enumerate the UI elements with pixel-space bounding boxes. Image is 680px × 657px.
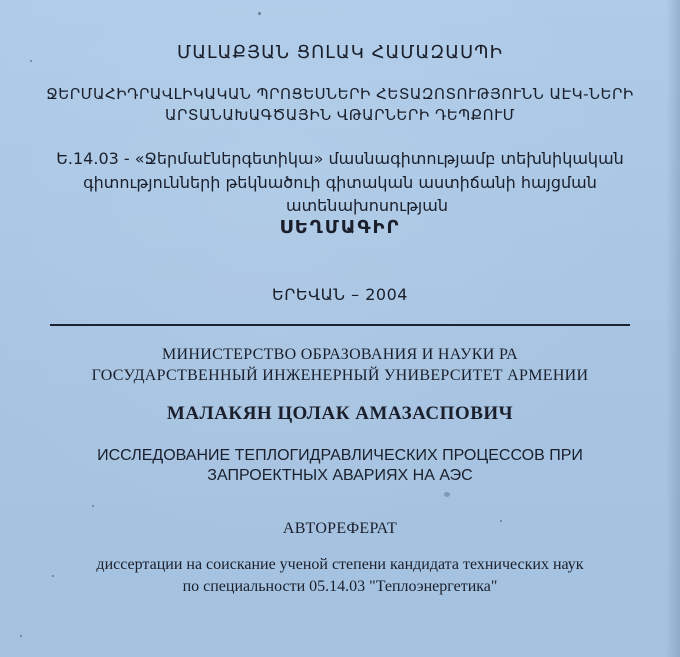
paper-speck <box>258 12 261 15</box>
armenian-specialty-line-3-text: ատենախոսության <box>286 196 448 215</box>
armenian-author-name: ՄԱԼԱՔՅԱՆ ՑՈԼԱԿ ՀԱՄԱԶԱՍՊԻ <box>176 42 504 63</box>
russian-author-name: МАЛАКЯН ЦОЛАК АМАЗАСПОВИЧ <box>166 403 514 424</box>
paper-speck <box>20 635 22 637</box>
russian-ministry-line-2: ГОСУДАРСТВЕННЫЙ ИНЖЕНЕРНЫЙ УНИВЕРСИТЕТ АРМЕНИИ <box>91 367 589 384</box>
russian-dissertation-line-2: по специальности 05.14.03 "Теплоэнергетика" <box>182 578 498 595</box>
section-divider <box>50 324 630 326</box>
armenian-specialty-line-1: Ե.14.03 - «Ջերմաէներգետիկա» մասնագիտությամբ տեխնիկական <box>56 149 624 168</box>
armenian-specialty-line-2: գիտությունների թեկնածուի գիտական աստիճանի հայցման <box>83 173 597 192</box>
paper-speck <box>52 575 54 577</box>
armenian-abstract-label: ՍԵՂՄԱԳԻՐ <box>279 217 401 238</box>
paper-speck <box>92 505 94 507</box>
russian-ministry-line-1: МИНИСТЕРСТВО ОБРАЗОВАНИЯ И НАУКИ РА <box>162 346 518 363</box>
paper-speck <box>444 492 450 497</box>
russian-abstract-label: АВТОРЕФЕРАТ <box>282 520 398 537</box>
russian-dissertation-line-1: диссертации на соискание ученой степени кандидата технических наук <box>96 556 584 573</box>
armenian-title-line-1: ՋԵՐՄԱՀԻԴՐԱՎԼԻԿԱԿԱՆ ՊՐՈՑԵՍՆԵՐԻ ՀԵՏԱԶՈՏՈՒԹՅՈՒՆՆ ԱԷԿ-ՆԵՐԻ <box>46 85 634 103</box>
russian-title-line-1: ИССЛЕДОВАНИЕ ТЕПЛОГИДРАВЛИЧЕСКИХ ПРОЦЕССОВ ПРИ <box>97 447 583 464</box>
armenian-city-year: ԵՐԵՎԱՆ – 2004 <box>272 285 408 304</box>
armenian-title-line-2: ԱՐՏԱՆԱԽԱԳԾԱՅԻՆ ՎԹԱՐՆԵՐԻ ԴԵՊՔՈՒՄ <box>164 106 516 124</box>
russian-title-line-2: ЗАПРОЕКТНЫХ АВАРИЯХ НА АЭС <box>207 467 473 484</box>
